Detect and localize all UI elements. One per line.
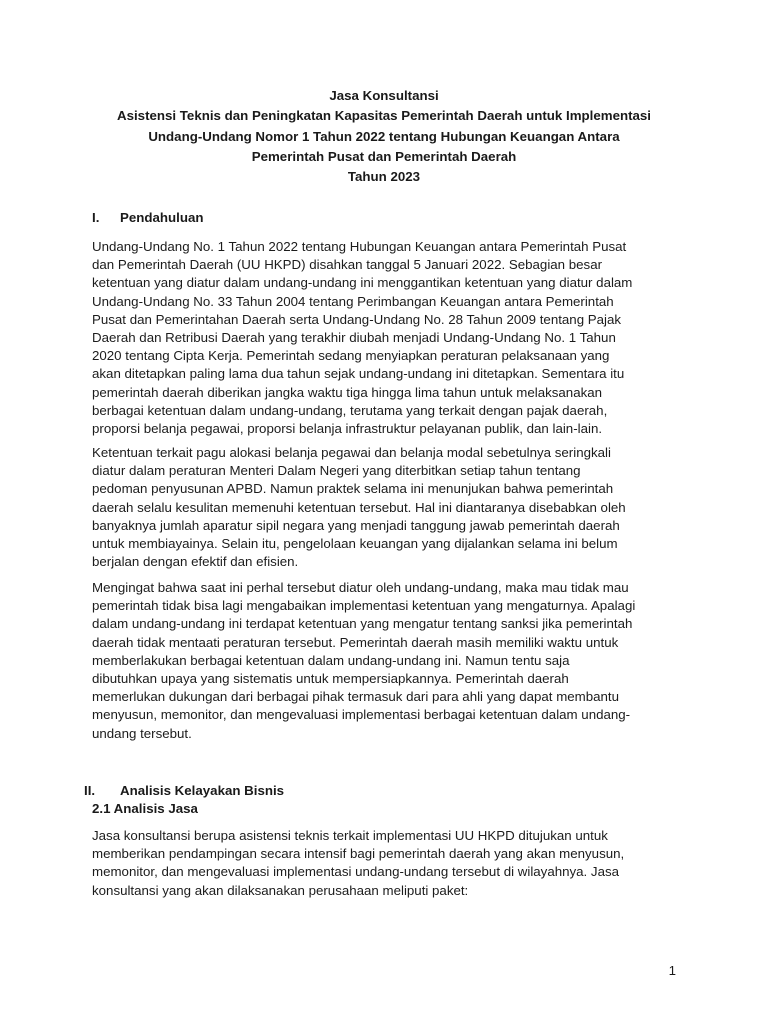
title-line-2: Asistensi Teknis dan Peningkatan Kapasitas Pemerintah Daerah untuk Implementasi bbox=[116, 108, 651, 124]
paragraph-line: konsultansi yang akan dilaksanakan perusahaan meliputi paket: bbox=[92, 882, 469, 898]
title-line-3: Undang-Undang Nomor 1 Tahun 2022 tentang Hubungan Keuangan Antara bbox=[148, 128, 620, 144]
paragraph-line: diatur dalam peraturan Menteri Dalam Negeri yang diterbitkan setiap tahun tentang bbox=[92, 463, 581, 479]
section-2-heading bbox=[84, 782, 484, 800]
paragraph-line: 2020 tentang Cipta Kerja. Pemerintah sedang menyiapkan peraturan pelaksanaan yang bbox=[92, 348, 610, 364]
paragraph-line: Jasa konsultansi berupa asistensi teknis terkait implementasi UU HKPD ditujukan untuk bbox=[92, 828, 608, 843]
section-1-title: Pendahuluan bbox=[120, 210, 204, 225]
paragraph-line: proporsi belanja pegawai, proporsi belanja infrastruktur pelayanan publik, dan lain-lain. bbox=[92, 421, 603, 437]
paragraph-line: Ketentuan terkait pagu alokasi belanja pegawai dan belanja modal sebetulnya seringkali bbox=[92, 445, 611, 460]
paragraph-line: undang tersebut. bbox=[92, 725, 192, 741]
paragraph-line: memberikan pendampingan secara intensif bagi pemerintah daerah yang akan menyusun, bbox=[92, 846, 625, 862]
paragraph-line: dalam undang-undang ini terdapat ketentuan yang mengatur tentang sanksi jika pemerintah bbox=[92, 616, 633, 632]
paragraph-line: berjalan dengan efektif dan efisien. bbox=[92, 554, 299, 570]
paragraph-line: Undang-Undang No. 33 Tahun 2004 tentang Perimbangan Keuangan antara Pemerintah bbox=[92, 293, 614, 309]
section-2-paragraph-1 bbox=[92, 827, 692, 900]
paragraph-line: Undang-Undang No. 1 Tahun 2022 tentang Hubungan Keuangan antara Pemerintah Pusat bbox=[92, 239, 627, 254]
paragraph-line: memonitor, dan mengevaluasi implementasi undang-undang tersebut di wilayahnya. Jasa bbox=[92, 864, 620, 880]
section-1-paragraph-2 bbox=[92, 444, 692, 571]
paragraph-line: ketentuan yang diatur dalam undang-undang ini menggantikan ketentuan yang diatur dalam bbox=[92, 275, 633, 291]
paragraph-line: pemerintah tidak bisa lagi mengabaikan implementasi ketentuan yang mengaturnya. Apalagi bbox=[92, 598, 636, 614]
section-1-number: I. bbox=[92, 210, 100, 225]
paragraph-line: menyusun, memonitor, dan mengevaluasi implementasi berbagai ketentuan dalam undang- bbox=[92, 707, 631, 723]
paragraph-line: memberlakukan berbagai ketentuan dalam undang-undang ini. Namun tentu saja bbox=[92, 652, 570, 668]
paragraph-line: daerah tidak mentaati peraturan tersebut. Pemerintah daerah masih memiliki waktu untuk bbox=[92, 634, 619, 650]
title-line-4: Pemerintah Pusat dan Pemerintah Daerah bbox=[251, 148, 517, 164]
paragraph-line: daerah selalu kesulitan memenuhi ketentuan tersebut. Hal ini diantaranya disebabkan oleh bbox=[92, 499, 626, 515]
section-1-heading bbox=[92, 209, 492, 227]
title-line-1: Jasa Konsultansi bbox=[329, 88, 439, 103]
document-title bbox=[60, 86, 708, 187]
page-number: 1 bbox=[668, 963, 676, 978]
paragraph-line: Daerah dan Retribusi Daerah yang terakhir diubah menjadi Undang-Undang No. 1 Tahun bbox=[92, 330, 616, 346]
subsection-2-1-title: 2.1 Analisis Jasa bbox=[92, 801, 198, 816]
title-line-5: Tahun 2023 bbox=[347, 169, 421, 185]
paragraph-line: Mengingat bahwa saat ini perhal tersebut diatur oleh undang-undang, maka mau tidak mau bbox=[92, 580, 629, 595]
paragraph-line: Pusat dan Pemerintahan Daerah serta Undang-Undang No. 28 Tahun 2009 tentang Pajak bbox=[92, 311, 622, 327]
paragraph-line: untuk membiayainya. Selain itu, pengelolaan keuangan yang dijalankan selama ini belum bbox=[92, 536, 618, 552]
section-1-paragraph-3 bbox=[92, 579, 692, 743]
paragraph-line: akan ditetapkan paling lama dua tahun sejak undang-undang ini ditetapkan. Sementara itu bbox=[92, 366, 625, 382]
paragraph-line: memerlukan dukungan dari berbagai pihak termasuk dari para ahli yang dapat membantu bbox=[92, 689, 620, 705]
section-1-paragraph-1 bbox=[92, 238, 692, 438]
paragraph-line: berbagai ketentuan dalam undang-undang, terutama yang terkait dengan pajak daerah, bbox=[92, 402, 608, 418]
paragraph-line: dibutuhkan upaya yang sistematis untuk mempersiapkannya. Pemerintah daerah bbox=[92, 671, 569, 687]
section-2-number: II. bbox=[84, 783, 96, 798]
subsection-2-1-heading bbox=[92, 800, 492, 818]
paragraph-line: banyaknya jumlah aparatur sipil negara yang menjadi tanggung jawab pemerintah daerah bbox=[92, 517, 620, 533]
paragraph-line: pedoman penyusunan APBD. Namun praktek selama ini menunjukan bahwa pemerintah bbox=[92, 481, 614, 497]
section-2-title: Analisis Kelayakan Bisnis bbox=[120, 783, 285, 798]
paragraph-line: pemerintah daerah diberikan jangka waktu tiga hingga lima tahun untuk melaksanakan bbox=[92, 384, 603, 400]
paragraph-line: dan Pemerintah Daerah (UU HKPD) disahkan tanggal 5 Januari 2022. Sebagian besar bbox=[92, 257, 603, 273]
